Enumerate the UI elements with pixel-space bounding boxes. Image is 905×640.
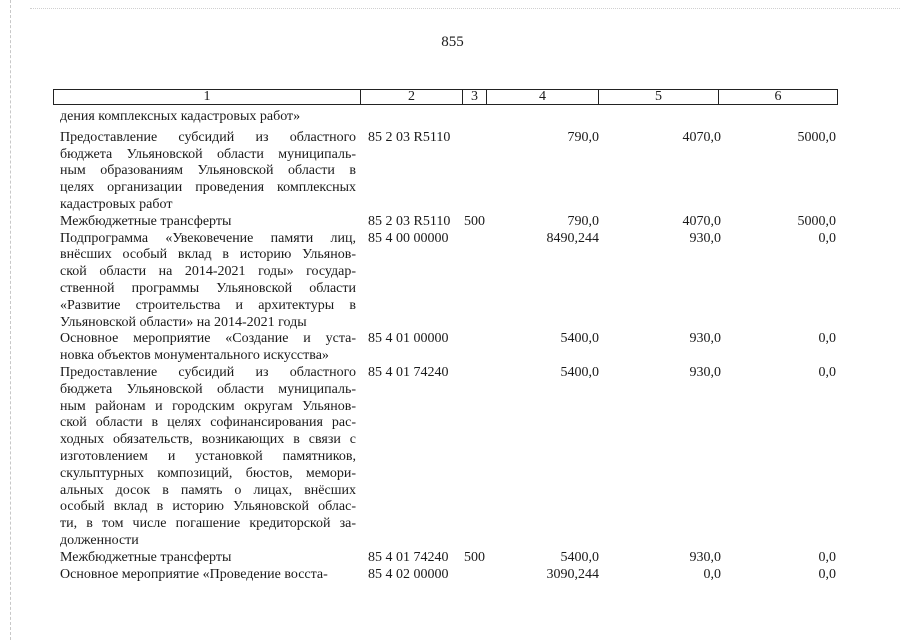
row-name-line: Межбюджетные трансферты (60, 549, 232, 565)
row-name-line: внёсших особый вклад в историю Ульянов- (60, 247, 356, 263)
row-name-line: особый вклад в историю Ульяновской облас- (60, 499, 356, 515)
cell-col-4: 5400,0 (560, 365, 599, 380)
row-name-line: ходных обязательств, возникающих в связи с (60, 432, 356, 448)
row-name-line: дения комплексных кадастровых работ» (60, 109, 301, 124)
row-name (60, 130, 356, 214)
cell-col-6: 5000,0 (797, 213, 836, 229)
header-col-3: 3 (462, 89, 487, 105)
scan-margin-line (10, 0, 11, 640)
row-name-line: кадастровых работ (60, 196, 173, 212)
cell-col-5: 930,0 (689, 365, 721, 380)
row-name (60, 331, 356, 365)
cell-col-5: 930,0 (689, 549, 721, 565)
header-col-1: 1 (53, 89, 361, 105)
row-name-line: Основное мероприятие «Создание и уста- (60, 331, 356, 347)
cell-csr: 85 4 01 74240 (368, 549, 449, 565)
row-name-line: новка объектов монументального искусства» (60, 348, 329, 364)
cell-col-6: 0,0 (818, 549, 836, 565)
cell-col-4: 5400,0 (560, 549, 599, 565)
row-name-line: ти, в том числе погашение кредиторской за- (60, 516, 356, 532)
row-name-line: Подпрограмма «Увековечение памяти лиц, (60, 230, 356, 246)
cell-vr: 500 (464, 549, 485, 565)
cell-col-6: 0,0 (818, 566, 836, 582)
cell-col-6: 5000,0 (797, 129, 836, 145)
page-number: 855 (441, 34, 464, 50)
cell-col-4: 5400,0 (560, 331, 599, 347)
row-name-line: бюджета Ульяновской области муниципаль- (60, 146, 356, 162)
row-name-line: ным районам и городским округам Ульянов- (60, 398, 356, 414)
cell-col-5: 930,0 (689, 230, 721, 246)
row-name (60, 214, 356, 231)
cell-csr: 85 2 03 R5110 (368, 129, 451, 145)
row-name-line: целях организации проведения комплексных (60, 180, 356, 196)
table-header (53, 89, 838, 105)
scan-top-line (30, 8, 900, 9)
row-name (60, 550, 356, 567)
row-name-line: Основное мероприятие «Проведение восста- (60, 566, 328, 582)
row-name (60, 231, 356, 332)
cell-col-4: 790,0 (567, 213, 599, 229)
row-name-line: ным образованиям Ульяновской области в (60, 163, 356, 179)
row-name-line: ской области на 2014-2021 годы» государ- (60, 264, 356, 280)
row-name (60, 365, 356, 550)
cell-col-6: 0,0 (818, 365, 836, 380)
row-name-line: ской области в целях софинансирования рас- (60, 415, 356, 431)
cell-col-6: 0,0 (818, 230, 836, 246)
cell-col-4: 8490,244 (546, 230, 599, 246)
row-name-line: долженности (60, 532, 139, 548)
row-name-line: «Развитие строительства и архитектуры в (60, 297, 356, 313)
cell-col-5: 4070,0 (682, 129, 721, 145)
cell-csr: 85 2 03 R5110 (368, 213, 451, 229)
header-col-5: 5 (598, 89, 719, 105)
header-col-4: 4 (486, 89, 599, 105)
cell-csr: 85 4 00 00000 (368, 230, 449, 246)
cell-col-5: 4070,0 (682, 213, 721, 229)
row-name-line: бюджета Ульяновской области муниципаль- (60, 381, 356, 397)
cell-csr: 85 4 01 74240 (368, 365, 449, 380)
header-col-6: 6 (718, 89, 838, 105)
cell-csr: 85 4 02 00000 (368, 566, 449, 582)
cell-csr: 85 4 01 00000 (368, 331, 449, 347)
row-name-line: ственной программы Ульяновской области (60, 280, 356, 296)
cell-col-5: 0,0 (703, 566, 721, 582)
row-name-line: изготовлением и установкой памятников, (60, 448, 356, 464)
cell-vr: 500 (464, 213, 485, 229)
row-name-line: Предоставление субсидий из областного (60, 365, 356, 380)
row-name-line: Ульяновской области» на 2014-2021 годы (60, 314, 307, 330)
row-name (60, 109, 356, 126)
cell-col-4: 790,0 (567, 129, 599, 145)
header-col-2: 2 (360, 89, 463, 105)
cell-col-4: 3090,244 (546, 566, 599, 582)
row-name-line: альных досок в память о лицах, внёсших (60, 482, 356, 498)
cell-col-6: 0,0 (818, 331, 836, 347)
row-name-line: Межбюджетные трансферты (60, 213, 232, 229)
cell-col-5: 930,0 (689, 331, 721, 347)
row-name-line: Предоставление субсидий из областного (60, 129, 356, 145)
row-name (60, 567, 356, 584)
row-name-line: скульптурных композиций, бюстов, мемори- (60, 465, 356, 481)
